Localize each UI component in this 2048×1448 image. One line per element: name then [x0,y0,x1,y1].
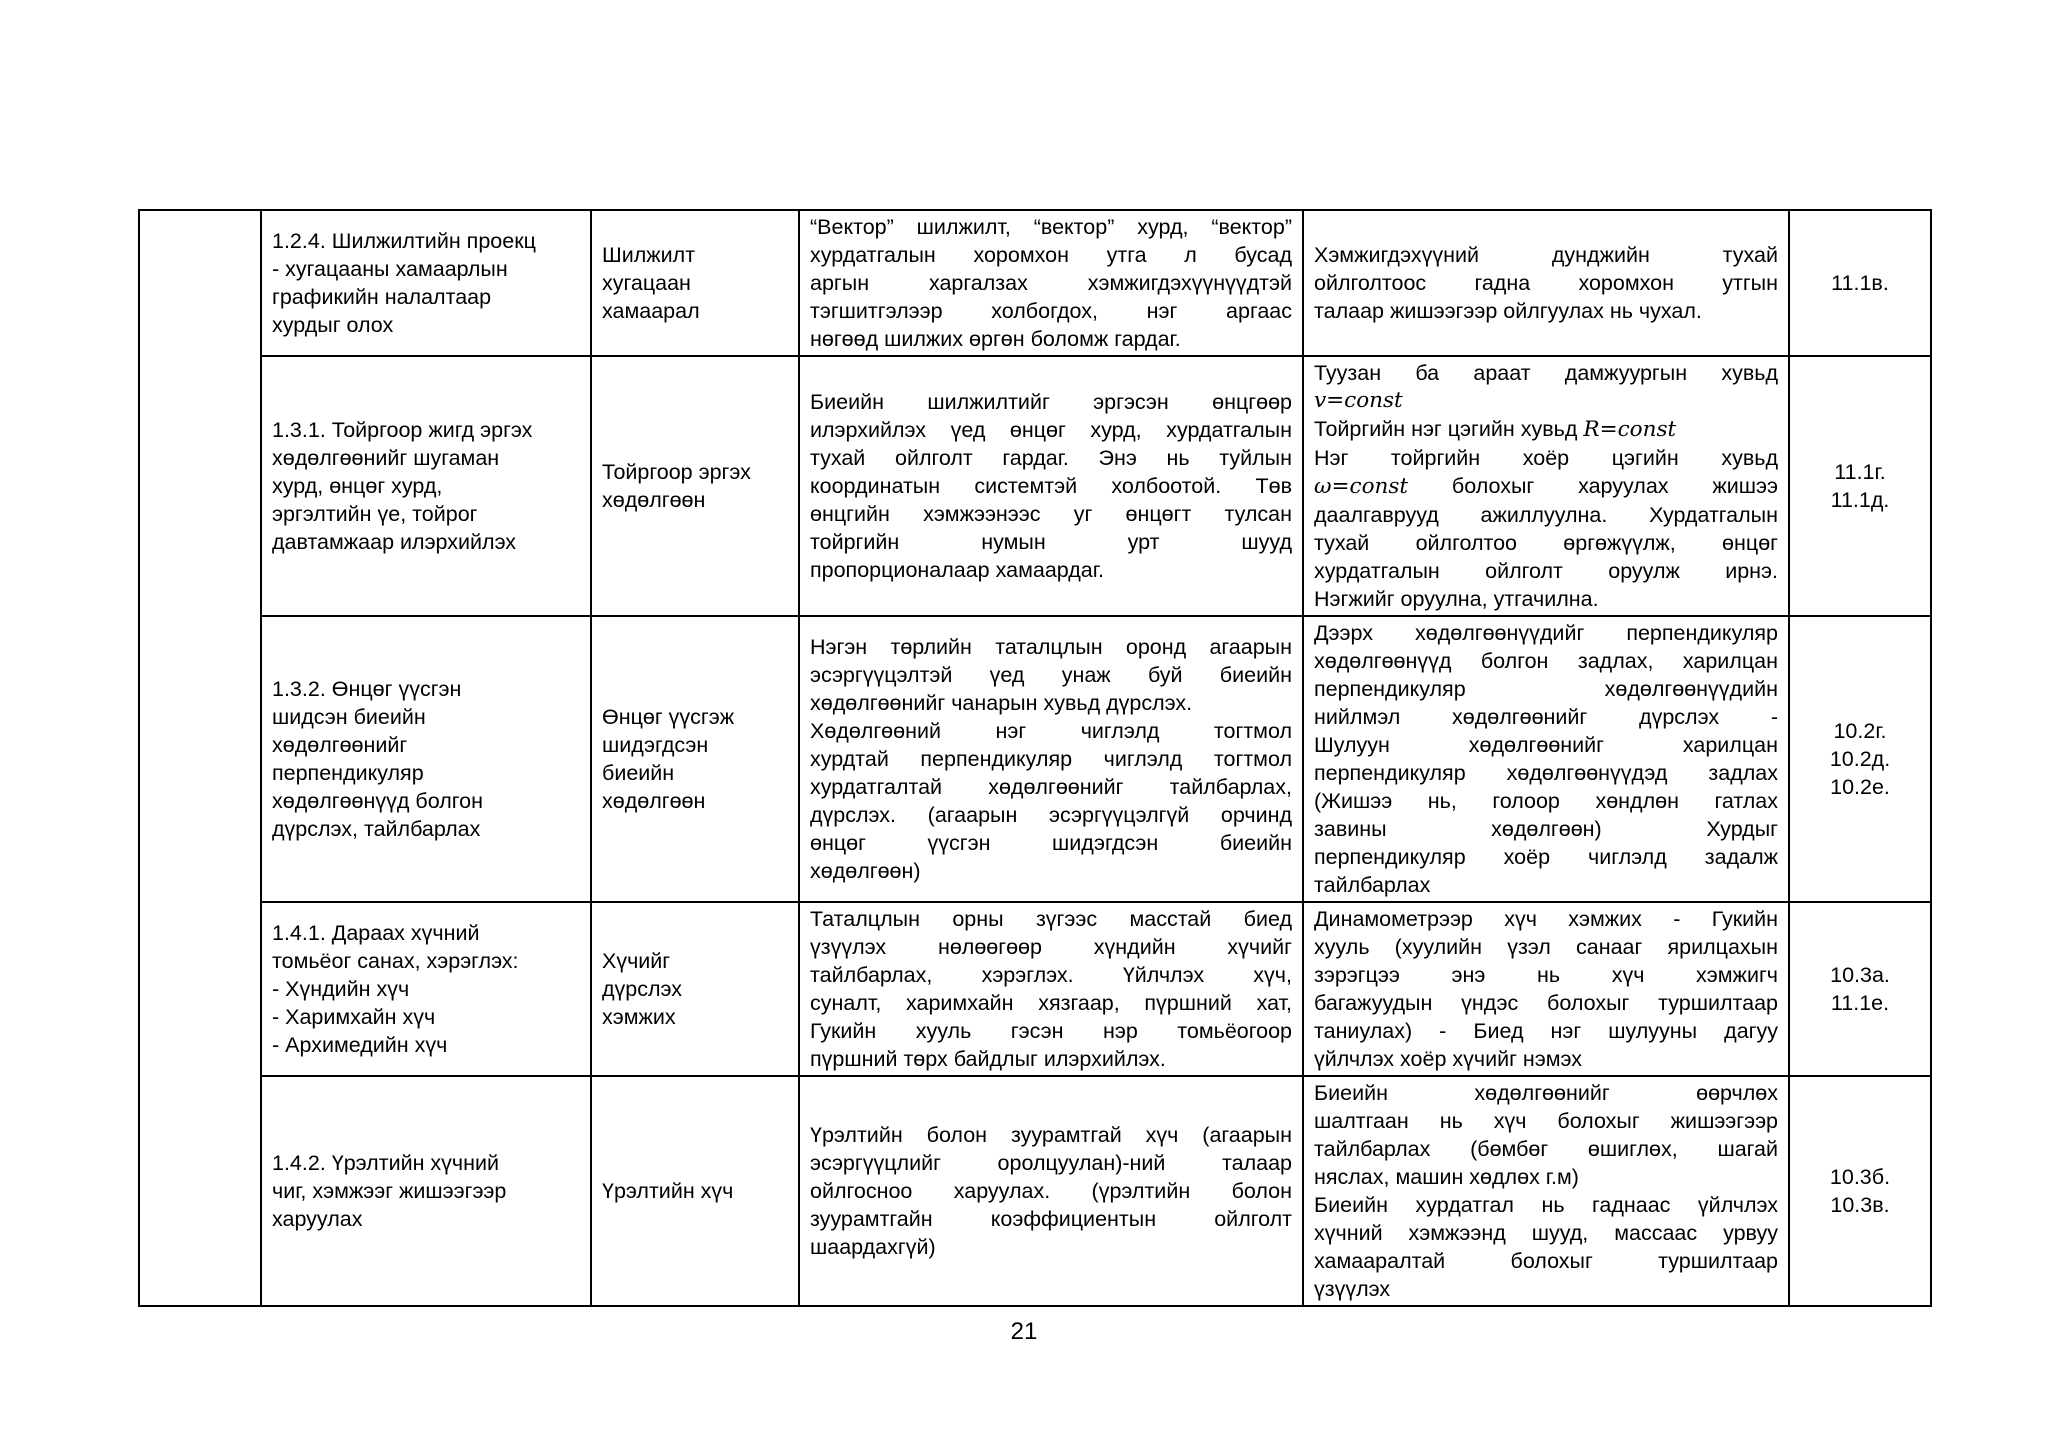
recommendation-cell: Туузан ба араат дамжуургын хувьд v=const Тойргийн нэг цэгийн хувьд R=const Нэг тойргийн хоёр цэгийн хувьд ω=const болохыг харуулах жишээ даалгаврууд ажиллуулна. Хурдатгалын тухай ойлголтоо өргөжүүлж, өнцөг хурдатгалын ойлголт оруулж ирнэ. Нэгжийг оруулна, утгачилна. [1303,356,1789,616]
curriculum-table [138,209,1932,1307]
content-cell: Хүчийг дүрслэх хэмжих [591,902,799,1076]
recommendation-cell: Динамометрээр хүч хэмжих - Гукийн хууль (хуулийн үзэл санааг ярилцахын зэрэгцээ энэ нь хүч хэмжигч багажуудын үндэс болохыг туршилтаар таниулах) - Биед нэг шулууны дагуу үйлчлэх хоёр хүчийг нэмэх [1303,902,1789,1076]
recommendation-cell: Биеийн хөдөлгөөнийг өөрчлөх шалтгаан нь хүч болохыг жишээгээр тайлбарлах (бөмбөг өшиглөх, шагай няслах, машин хөдлөх г.м) Биеийн хурдатгал нь гаднаас үйлчлэх хүчний хэмжээнд шууд, массаас урвуу хамааралтай болохыг туршилтаар үзүүлэх [1303,1076,1789,1306]
description-cell: Таталцлын орны зүгээс масстай биед үзүүлэх нөлөөгөөр хүндийн хүчийг тайлбарлах, хэрэглэх. Үйлчлэх хүч, суналт, харимхайн хязгаар, пүршний хат, Гукийн хууль гэсэн нэр томьёогоор пүршний төрх байдлыг илэрхийлэх. [799,902,1303,1076]
description-cell: Үрэлтийн болон зуурамтгай хүч (агаарын эсэргүүцлийг оролцуулан)-ний талаар ойлгосноо харуулах. (үрэлтийн болон зуурамтгайн коэффициентын ойлголт шаардахгүй) [799,1076,1303,1306]
objective-cell: 1.4.2. Үрэлтийн хүчний чиг, хэмжээг жишээгээр харуулах [261,1076,591,1306]
content-cell: Өнцөг үүсгэж шидэгдсэн биеийн хөдөлгөөн [591,616,799,902]
page-number: 21 [1010,1318,1038,1345]
code-cell: 10.3б. 10.3в. [1789,1076,1931,1306]
objective-cell: 1.2.4. Шилжилтийн проекц - хугацааны хамаарлын графикийн налалтаар хурдыг олох [261,210,591,356]
objective-cell: 1.3.1. Тойргоор жигд эргэх хөдөлгөөнийг шугаман хурд, өнцөг хурд, эргэлтийн үе, тойрог давтамжаар илэрхийлэх [261,356,591,616]
table-row [139,902,1931,1076]
description-cell: Биеийн шилжилтийг эргэсэн өнцгөөр илэрхийлэх үед өнцөг хурд, хурдатгалын тухай ойлголт гардаг. Энэ нь туйлын координатын системтэй холбоотой. Төв өнцгийн хэмжээнээс уг өнцөгт тулсан тойргийн нумын урт шууд пропорционалаар хамаардаг. [799,356,1303,616]
objective-cell: 1.3.2. Өнцөг үүсгэн шидсэн биеийн хөдөлгөөнийг перпендикуляр хөдөлгөөнүүд болгон дүрслэх, тайлбарлах [261,616,591,902]
objective-cell: 1.4.1. Дараах хүчний томьёог санах, хэрэглэх: - Хүндийн хүч - Харимхайн хүч - Архимедийн хүч [261,902,591,1076]
empty-first-column [139,210,261,1306]
table-row [139,210,1931,356]
formula-r-const: R=const [1583,417,1677,442]
content-cell: Шилжилт хугацаан хамаарал [591,210,799,356]
table-row [139,616,1931,902]
formula-v-const: v=const [1314,388,1403,413]
code-cell: 10.3а. 11.1е. [1789,902,1931,1076]
content-cell: Тойргоор эргэх хөдөлгөөн [591,356,799,616]
code-cell: 11.1г. 11.1д. [1789,356,1931,616]
table-row [139,356,1931,616]
recommendation-cell: Дээрх хөдөлгөөнүүдийг перпендикуляр хөдөлгөөнүүд болгон задлах, харилцан перпендикуляр хөдөлгөөнүүдийн нийлмэл хөдөлгөөнийг дүрслэх - Шулуун хөдөлгөөнийг харилцан перпендикуляр хөдөлгөөнүүдэд задлах (Жишээ нь, голоор хөндлөн гатлах завины хөдөлгөөн) Хурдыг перпендикуляр хоёр чиглэлд задалж тайлбарлах [1303,616,1789,902]
table-row [139,1076,1931,1306]
formula-omega-const: ω=const [1314,474,1409,499]
description-cell: “Вектор” шилжилт, “вектор” хурд, “вектор” хурдатгалын хоромхон утга л бусад аргын харгалзах хэмжигдэхүүнүүдтэй тэгшитгэлээр холбогдох, нэг аргаас нөгөөд шилжих өргөн боломж гардаг. [799,210,1303,356]
code-cell: 11.1в. [1789,210,1931,356]
recommendation-cell: Хэмжигдэхүүний дунджийн тухай ойлголтоос гадна хоромхон утгын талаар жишээгээр ойлгуулах нь чухал. [1303,210,1789,356]
description-cell: Нэгэн төрлийн таталцлын оронд агаарын эсэргүүцэлтэй үед унаж буй биеийн хөдөлгөөнийг чанарын хувьд дүрслэх. Хөдөлгөөний нэг чиглэлд тогтмол хурдтай перпендикуляр чиглэлд тогтмол хурдатгалтай хөдөлгөөнийг тайлбарлах, дүрслэх. (агаарын эсэргүүцэлгүй орчинд өнцөг үүсгэн шидэгдсэн биеийн хөдөлгөөн) [799,616,1303,902]
content-cell: Үрэлтийн хүч [591,1076,799,1306]
code-cell: 10.2г. 10.2д. 10.2е. [1789,616,1931,902]
